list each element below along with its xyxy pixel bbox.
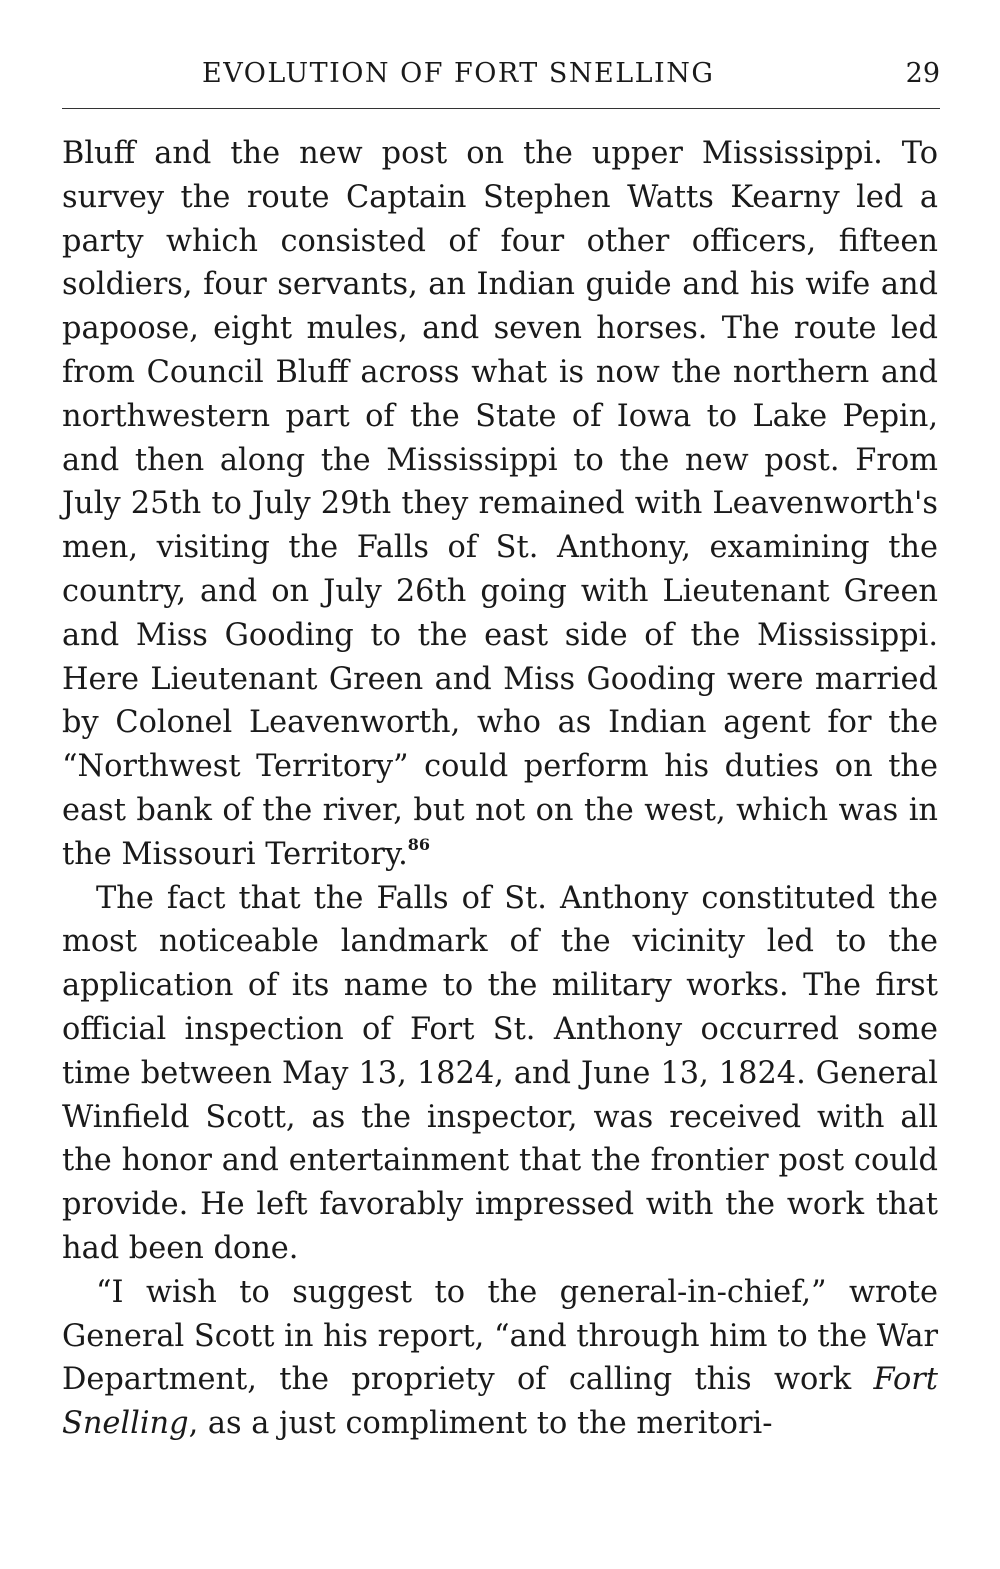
- italic-fort-name: Fort Snelling: [62, 1362, 938, 1442]
- paragraph-1: [62, 132, 938, 877]
- footnote-marker: 86: [407, 834, 431, 854]
- paragraph-2-text: The fact that the Falls of St. Anthony constituted the most noticeable landmark of the vicinity led to the application of its name to the military works. The first official inspection of Fort St. Anthony occurred some time between May 13, 1824, and June 13, 1824. General Winfield Scott, as the inspector, was received with all the honor and entertainment that the frontier post could provide. He left favorably impressed with the work that had been done.: [62, 880, 938, 1266]
- paragraph-3-text-before: “I wish to suggest to the general-in-chief,” wrote General Scott in his report, “and through him to the War Department, the propriety of calling this work: [62, 1274, 938, 1398]
- paragraph-3: [62, 1271, 938, 1446]
- body-text: [62, 132, 938, 1446]
- running-head: [62, 58, 940, 98]
- paragraph-2: [62, 877, 938, 1271]
- header-rule: [62, 108, 940, 109]
- paragraph-3-text-after: , as a just compliment to the meritori-: [188, 1406, 773, 1442]
- running-title: EVOLUTION OF FORT SNELLING: [202, 58, 715, 89]
- page-number: 29: [905, 58, 940, 89]
- paragraph-1-text: Bluff and the new post on the upper Mississippi. To survey the route Captain Stephen Watts Kearny led a party which consisted of four other officers, fifteen soldiers, four servants, an Indian guide and his wife and papoose, eight mules, and seven horses. The route led from Council Bluff across what is now the northern and northwestern part of the State of Iowa to Lake Pepin, and then along the Mississippi to the new post. From July 25th to July 29th they remained with Leavenworth's men, visiting the Falls of St. Anthony, examining the country, and on July 26th going with Lieutenant Green and Miss Gooding to the east side of the Mississippi. Here Lieutenant Green and Miss Gooding were married by Colonel Leavenworth, who as Indian agent for the “Northwest Territory” could perform his duties on the east bank of the river, but not on the west, which was in the Missouri Territory.: [62, 136, 938, 872]
